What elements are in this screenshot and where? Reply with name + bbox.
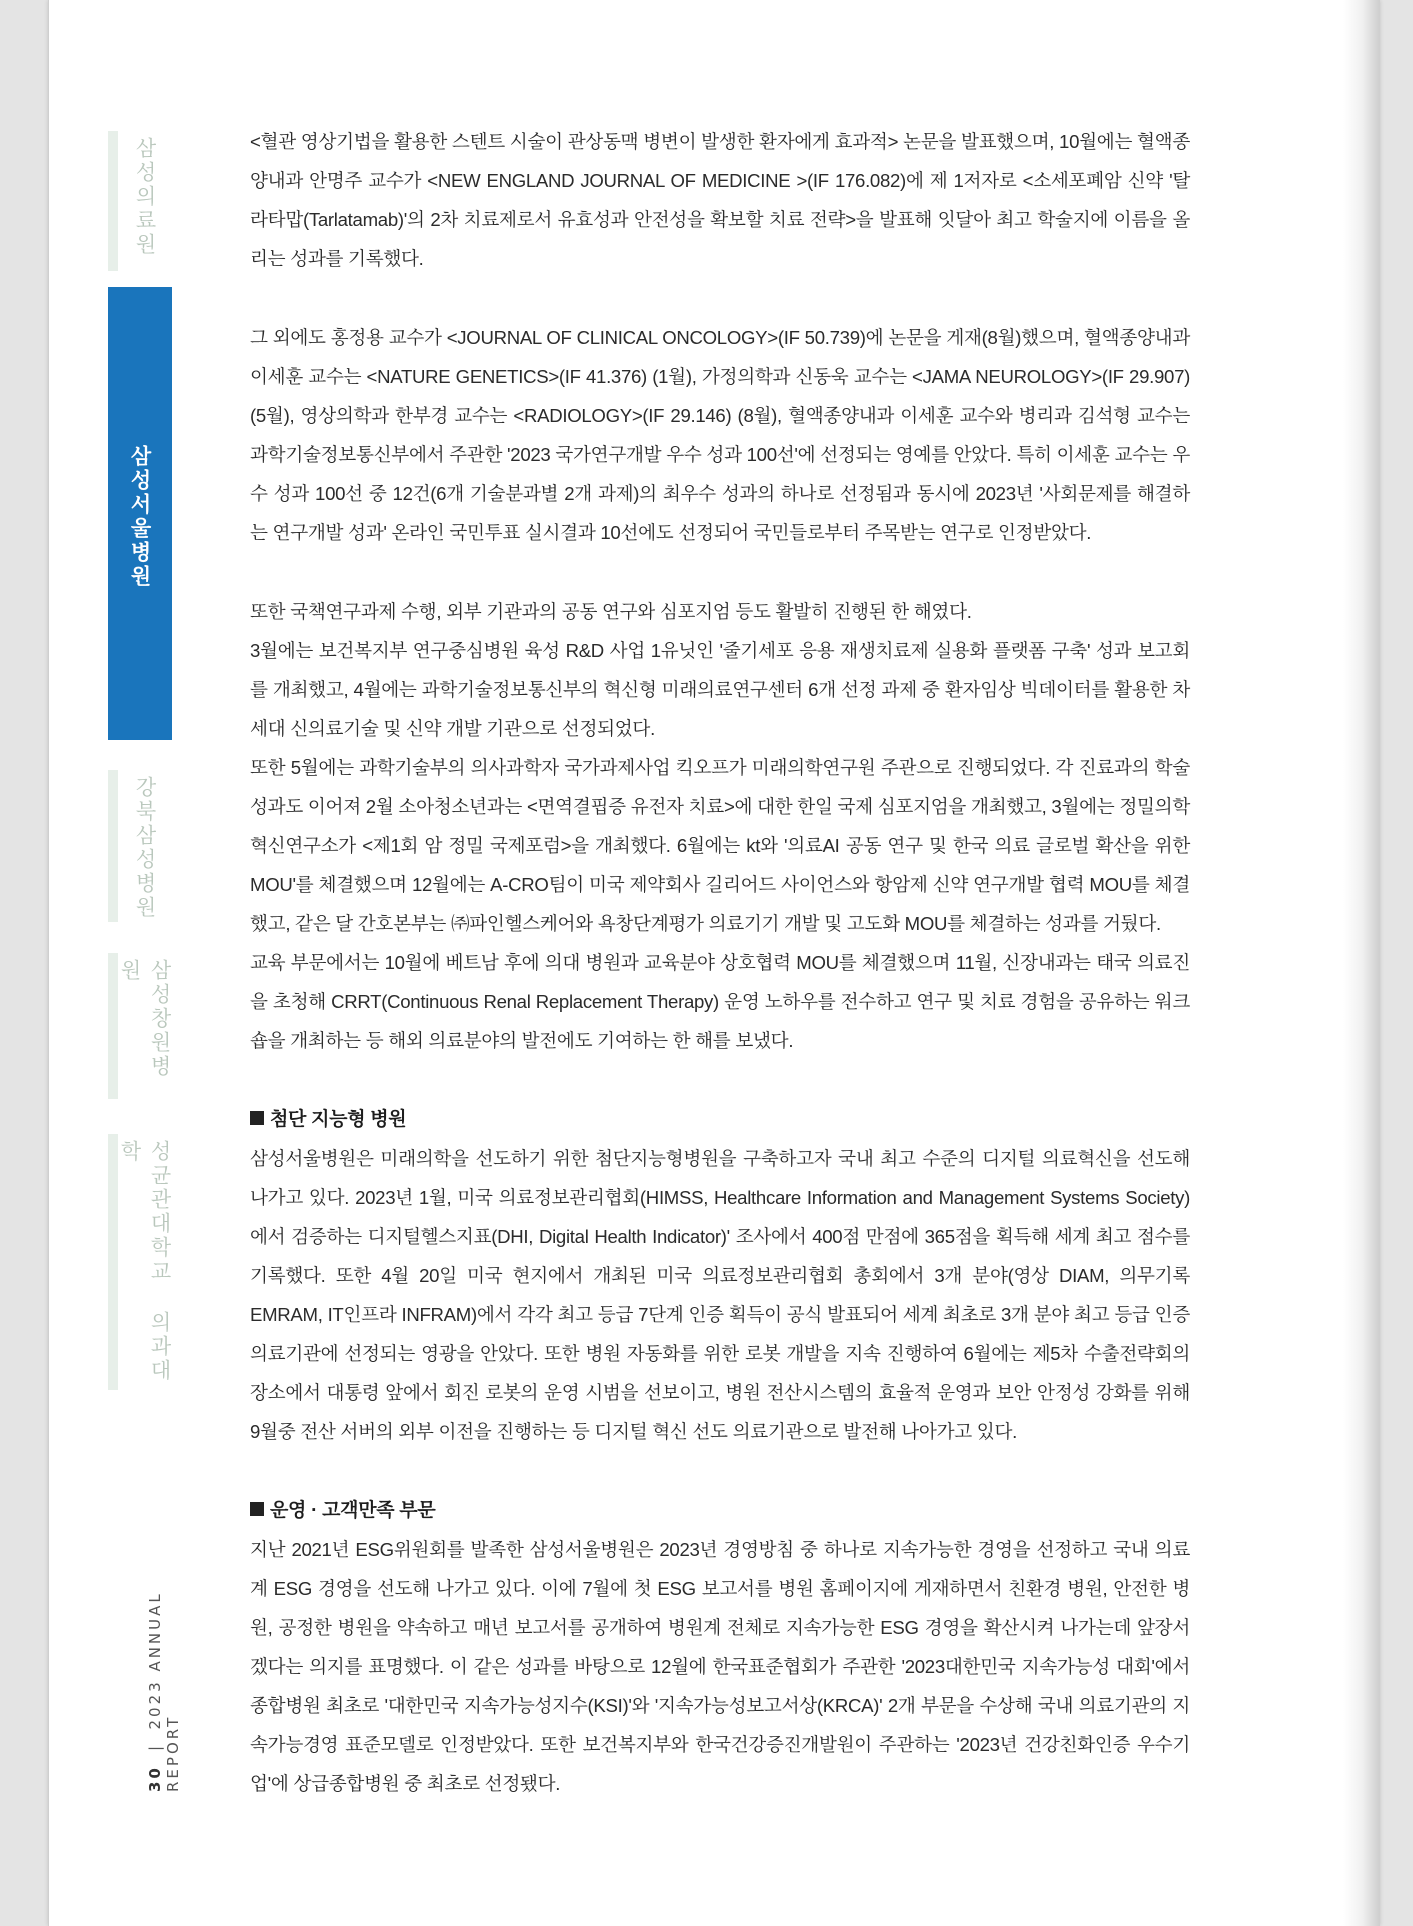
- footer-report-title: 2023 ANNUAL REPORT: [146, 1591, 182, 1792]
- side-tab-samsung-seoul-hospital[interactable]: [108, 287, 172, 740]
- page-footer: [146, 1556, 182, 1792]
- paragraph: 3월에는 보건복지부 연구중심병원 육성 R&D 사업 1유닛인 '줄기세포 응용 재생치료제 실용화 플랫폼 구축' 성과 보고회를 개최했고, 4월에는 과학기술정보통신부의 혁신형 미래의료연구센터 6개 선정 과제 중 환자임상 빅데이터를 활용한 차세대 신의료기술 및 신약 개발 기관으로 선정되었다.: [250, 640, 1190, 739]
- side-tab-bar: [108, 131, 118, 271]
- side-tab-label-active: 삼성서울병원: [128, 444, 152, 589]
- side-tab-label: 삼성의료원: [133, 137, 157, 257]
- paragraph: 또한 국책연구과제 수행, 외부 기관과의 공동 연구와 심포지엄 등도 활발히 진행된 한 해였다.: [250, 601, 972, 622]
- side-tab-bar: [108, 1134, 118, 1390]
- footer-separator: |: [146, 1743, 164, 1752]
- section-heading: [250, 1100, 1190, 1139]
- section-heading-text: 첨단 지능형 병원: [270, 1109, 407, 1130]
- side-tab-bar: [108, 770, 118, 922]
- paragraph: 삼성서울병원은 미래의학을 선도하기 위한 첨단지능형병원을 구축하고자 국내 최고 수준의 디지털 의료혁신을 선도해 나가고 있다. 2023년 1월, 미국 의료정보관리협회(HIMSS, Healthcare Information and Management Systems Society)에서 검증하는 디지털헬스지표(DHI, Digital Health Indicator)' 조사에서 400점 만점에 365점을 획득해 세계 최고 점수를 기록했다. 또한 4월 20일 미국 현지에서 개최된 미국 의료정보관리협회 총회에서 3개 분야(영상 DIAM, 의무기록 EMRAM, IT인프라 INFRAM)에서 각각 최고 등급 7단계 인증 획득이 공식 발표되어 세계 최초로 3개 분야 최고 등급 인증 의료기관에 선정되는 영광을 안았다. 또한 병원 자동화를 위한 로봇 개발을 지속 진행하여 6월에는 제5차 수출전략회의 장소에서 대통령 앞에서 회진 로봇의 운영 시범을 선보이고, 병원 전산시스템의 효율적 운영과 보안 안정성 강화를 위해 9월중 전산 서버의 외부 이전을 진행하는 등 디지털 혁신 선도 의료기관으로 발전해 나아가고 있다.: [250, 1148, 1190, 1442]
- page-number: 30: [146, 1765, 164, 1792]
- side-tab-label: 강북삼성병원: [133, 776, 157, 920]
- side-tab-samsung-medical-center[interactable]: [108, 131, 172, 271]
- side-tab-kangbuk-samsung-hospital[interactable]: [108, 770, 172, 922]
- side-tab-samsung-changwon-hospital[interactable]: [108, 953, 172, 1099]
- section-heading: [250, 1491, 1190, 1530]
- paragraph: 그 외에도 홍정용 교수가 <JOURNAL OF CLINICAL ONCOLOGY>(IF 50.739)에 논문을 게재(8월)했으며, 혈액종양내과 이세훈 교수는 <NATURE GENETICS>(IF 41.376) (1월), 가정의학과 신동욱 교수는 <JAMA NEUROLOGY>(IF 29.907)(5월), 영상의학과 한부경 교수는 <RADIOLOGY>(IF 29.146) (8월), 혈액종양내과 이세훈 교수와 병리과 김석형 교수는 과학기술정보통신부에서 주관한 '2023 국가연구개발 우수 성과 100선'에 선정되는 영예를 안았다. 특히 이세훈 교수는 우수 성과 100선 중 12건(6개 기술분과별 2개 과제)의 최우수 성과의 하나로 선정됨과 동시에 2023년 '사회문제를 해결하는 연구개발 성과' 온라인 국민투표 실시결과 10선에도 선정되어 국민들로부터 주목받는 연구로 인정받았다.: [250, 327, 1190, 543]
- side-tab-skku-medicine[interactable]: [108, 1134, 172, 1390]
- page-edge-shadow: [1343, 0, 1379, 1926]
- side-tab-bar: [108, 953, 118, 1099]
- side-tab-label: 성균관대학교 의과대학: [118, 1140, 172, 1383]
- square-bullet-icon: [250, 1502, 264, 1516]
- side-tab-label: 삼성창원병원: [118, 959, 172, 1079]
- paragraph: <혈관 영상기법을 활용한 스텐트 시술이 관상동맥 병변이 발생한 환자에게 효과적> 논문을 발표했으며, 10월에는 혈액종양내과 안명주 교수가 <NEW ENGLAND JOURNAL OF MEDICINE >(IF 176.082)에 제 1저자로 <소세포폐암 신약 '탈라타맙(Tarlatamab)'의 2차 치료제로서 유효성과 안전성을 확보할 치료 전략>을 발표해 잇달아 최고 학술지에 이름을 올리는 성과를 기록했다.: [250, 131, 1190, 269]
- section-heading-text: 운영 · 고객만족 부문: [270, 1500, 436, 1521]
- paragraph: 또한 5월에는 과학기술부의 의사과학자 국가과제사업 킥오프가 미래의학연구원 주관으로 진행되었다. 각 진료과의 학술성과도 이어져 2월 소아청소년과는 <면역결핍증 유전자 치료>에 대한 한일 국제 심포지엄을 개최했고, 3월에는 정밀의학혁신연구소가 <제1회 암 정밀 국제포럼>을 개최했다. 6월에는 kt와 '의료AI 공동 연구 및 한국 의료 글로벌 확산을 위한 MOU'를 체결했으며 12월에는 A-CRO팀이 미국 제약회사 길리어드 사이언스와 항암제 신약 연구개발 협력 MOU를 체결했고, 같은 달 간호본부는 ㈜파인헬스케어와 욕창단계평가 의료기기 개발 및 고도화 MOU를 체결하는 성과를 거뒀다.: [250, 757, 1190, 934]
- square-bullet-icon: [250, 1111, 264, 1125]
- paragraph: 교육 부문에서는 10월에 베트남 후에 의대 병원과 교육분야 상호협력 MOU를 체결했으며 11월, 신장내과는 태국 의료진을 초청해 CRRT(Continuous Renal Replacement Therapy) 운영 노하우를 전수하고 연구 및 치료 경험을 공유하는 워크숍을 개최하는 등 해외 의료분야의 발전에도 기여하는 한 해를 보냈다.: [250, 952, 1190, 1051]
- paragraph: 지난 2021년 ESG위원회를 발족한 삼성서울병원은 2023년 경영방침 중 하나로 지속가능한 경영을 선정하고 국내 의료계 ESG 경영을 선도해 나가고 있다. 이에 7월에 첫 ESG 보고서를 병원 홈페이지에 게재하면서 친환경 병원, 안전한 병원, 공정한 병원을 약속하고 매년 보고서를 공개하여 병원계 전체로 지속가능한 ESG 경영을 확산시켜 나가는데 앞장서겠다는 의지를 표명했다. 이 같은 성과를 바탕으로 12월에 한국표준협회가 주관한 '2023대한민국 지속가능성 대회'에서 종합병원 최초로 '대한민국 지속가능성지수(KSI)'와 '지속가능성보고서상(KRCA)' 2개 부문을 수상해 국내 의료기관의 지속가능경영 표준모델로 인정받았다. 또한 보건복지부와 한국건강증진개발원이 주관하는 '2023년 건강친화인증 우수기업'에 상급종합병원 중 최초로 선정됐다.: [250, 1539, 1190, 1794]
- article-body: [250, 122, 1190, 1803]
